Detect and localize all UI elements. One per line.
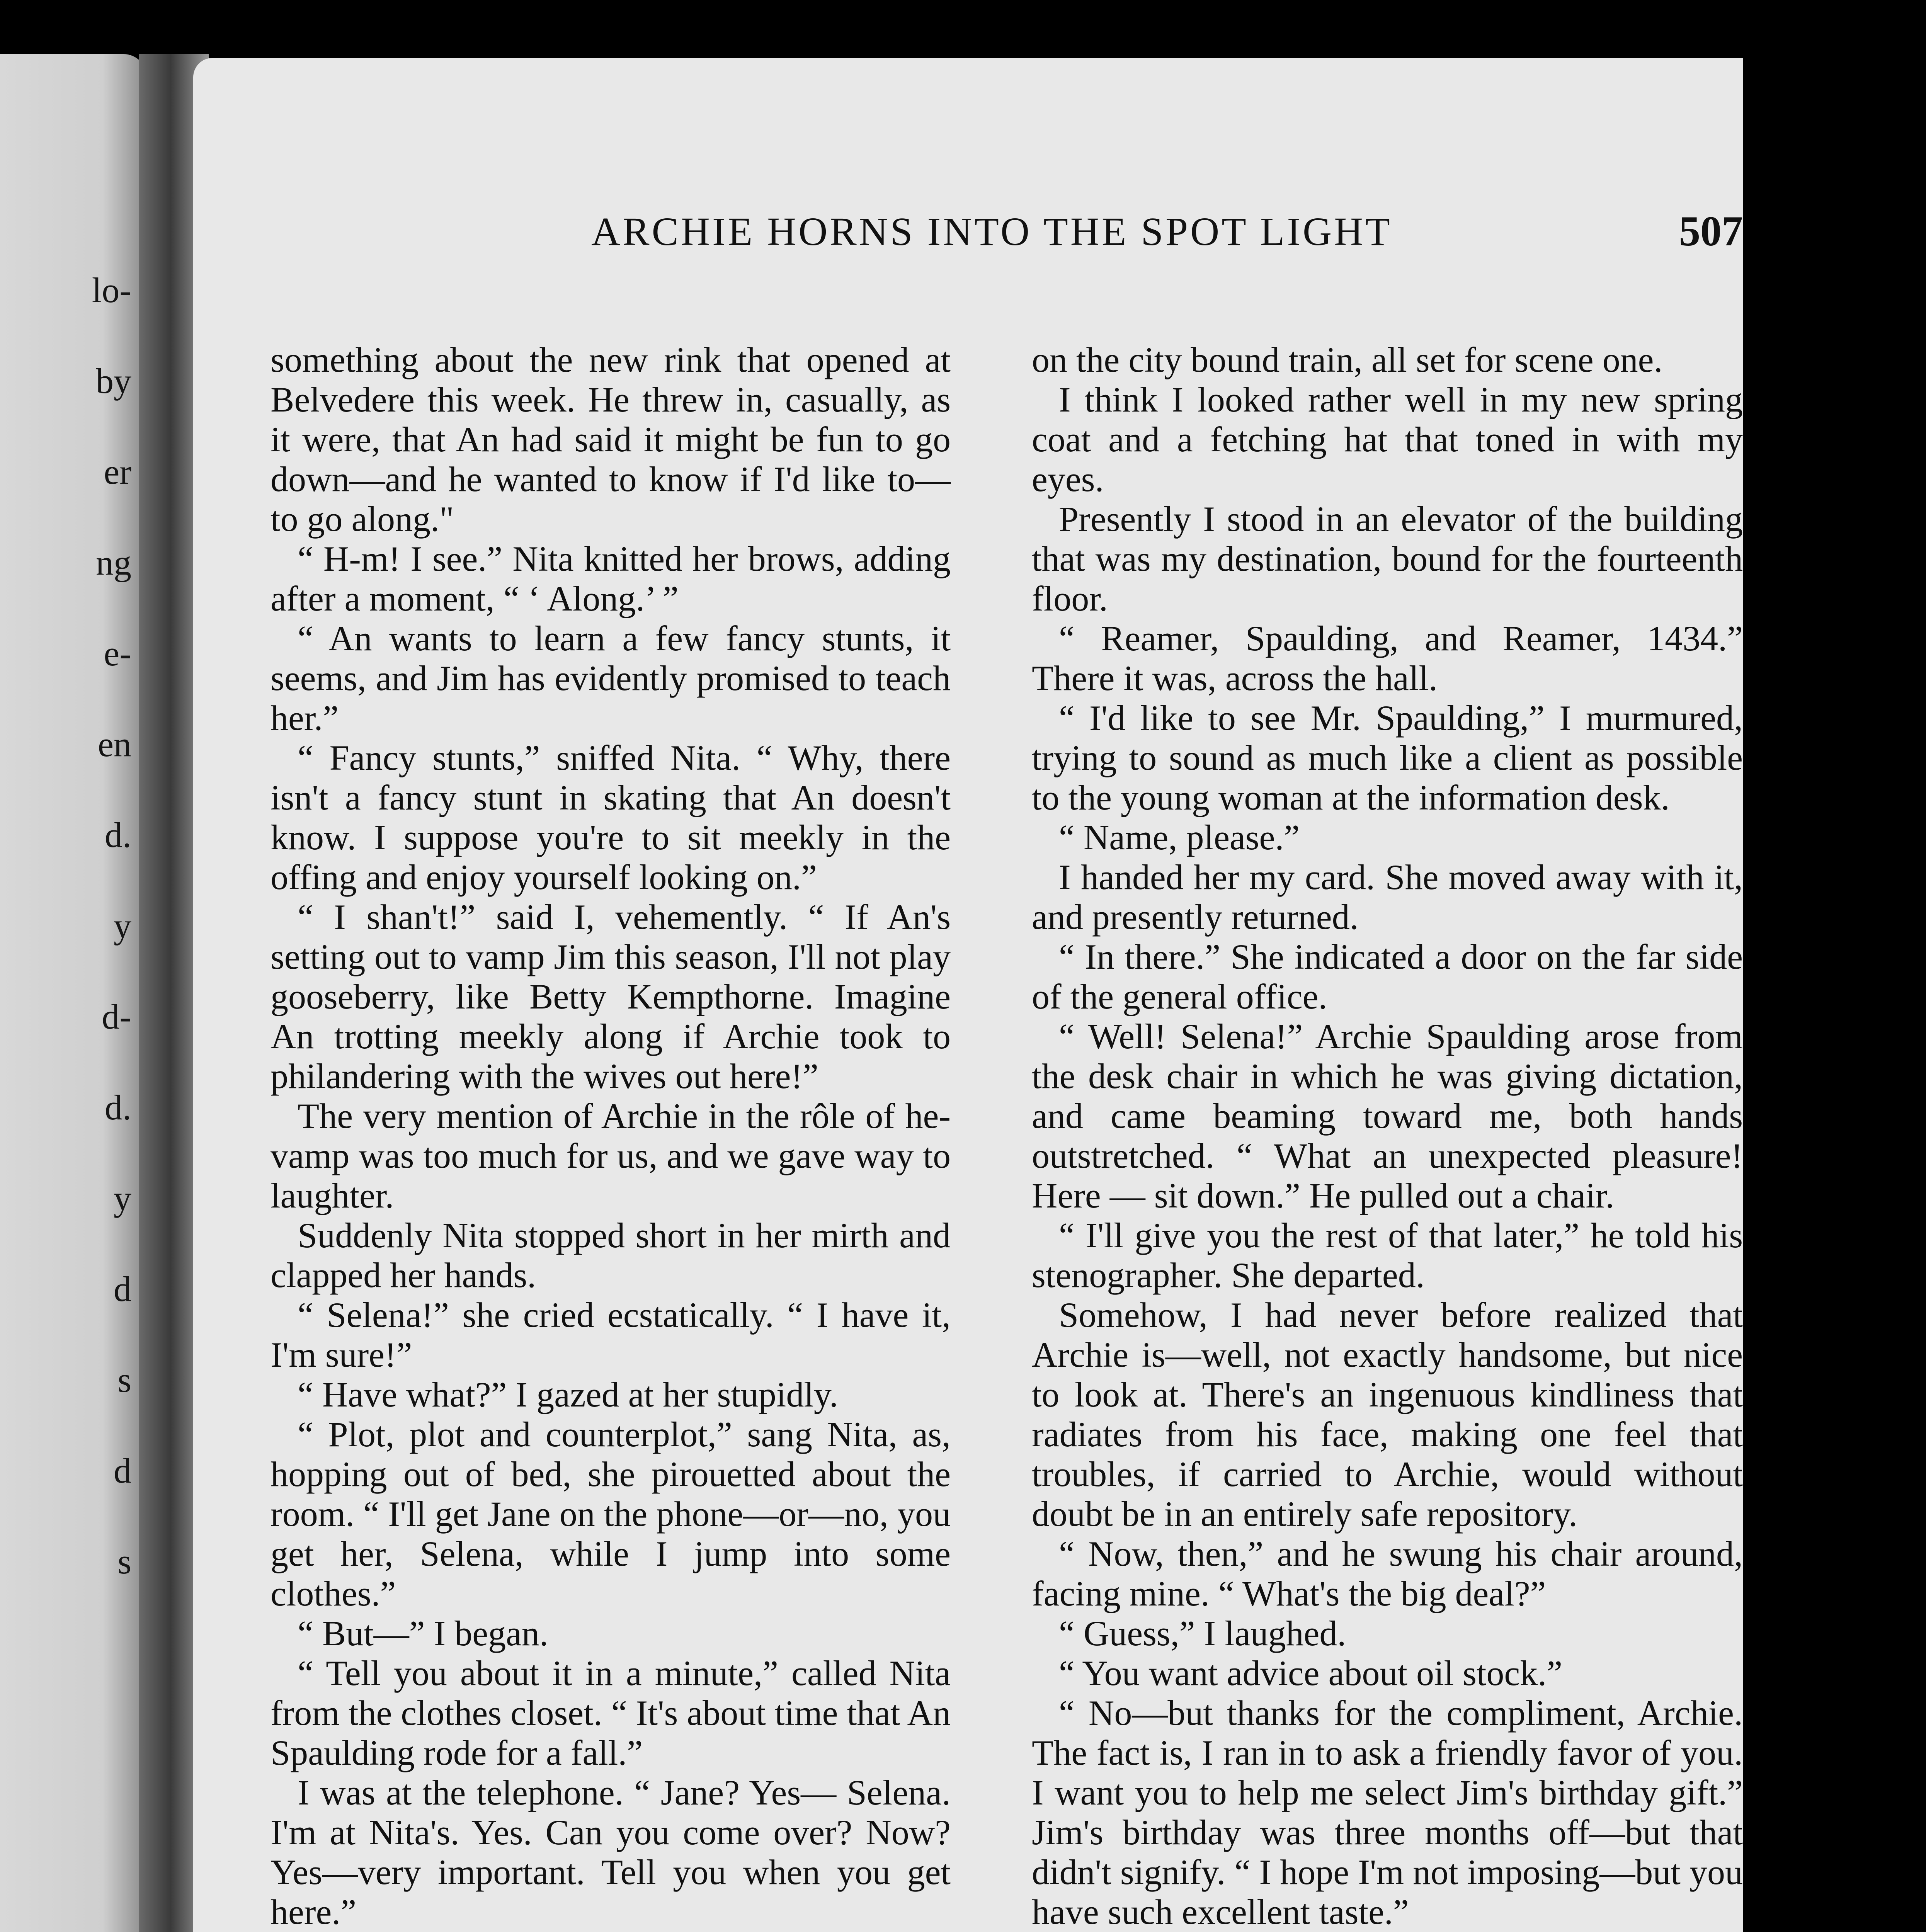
facing-page-fragment: er — [104, 452, 131, 492]
book-page — [193, 58, 1743, 1932]
facing-page-edge — [0, 54, 147, 1932]
facing-page-fragment: e- — [104, 634, 131, 673]
paragraph: Presently I stood in an elevator of the building that was my destination, bound for the fourteenth floor. — [1032, 499, 1743, 618]
paragraph: “ Fancy stunts,” sniffed Nita. “ Why, there isn't a fancy stunt in skating that An doesn't know. I suppose you're to sit meekly in the offing and enjoy yourself looking on.” — [271, 738, 951, 897]
paragraph: “ Have what?” I gazed at her stupidly. — [298, 1375, 838, 1414]
facing-page-fragment: lo- — [92, 270, 131, 310]
paragraph: “ Name, please.” — [1059, 818, 1300, 857]
paragraph: something about the new rink that opened at Belvedere this week. He threw in, casually, as it were, that An had said it might be fun to go down—and he wanted to know if I'd like to—to go along." — [271, 340, 951, 539]
facing-page-fragment: s — [117, 1360, 131, 1400]
facing-page-fragment: y — [114, 906, 131, 946]
paragraph: “ Tell you about it in a minute,” called Nita from the clothes closet. “ It's about time that An Spaulding rode for a fall.” — [271, 1653, 951, 1772]
paragraph: Suddenly Nita stopped short in her mirth and clapped her hands. — [271, 1216, 951, 1295]
facing-page-fragment: d — [114, 1269, 131, 1309]
paragraph: Somehow, I had never before realized that Archie is—well, not exactly handsome, but nice to look at. There's an ingenuous kindliness that radiates from his face, making one feel that troubles, if carried to Archie, would without doubt be in an entirely safe repository. — [1032, 1295, 1743, 1534]
paragraph: “ I'd like to see Mr. Spaulding,” I murmured, trying to sound as much like a client as possible to the young woman at the information desk. — [1032, 698, 1743, 817]
facing-page-fragment: by — [96, 361, 131, 401]
paragraph: “ I'll give you the rest of that later,” he told his stenographer. She departed. — [1032, 1216, 1743, 1295]
paragraph: “ Selena!” she cried ecstatically. “ I have it, I'm sure!” — [271, 1295, 951, 1374]
text-column-left — [271, 340, 951, 1932]
paragraph: “ Plot, plot and counterplot,” sang Nita, as, hopping out of bed, she pirouetted about the room. “ I'll get Jane on the phone—or—no, you get her, Selena, while I jump into some clothes.” — [271, 1415, 951, 1613]
facing-page-fragment: s — [117, 1542, 131, 1581]
text-column-right — [1032, 340, 1743, 1932]
facing-page-fragment: d. — [105, 1088, 131, 1127]
facing-page-fragment: en — [98, 724, 131, 764]
paragraph: “ H-m! I see.” Nita knitted her brows, adding after a moment, “ ‘ Along.’ ” — [271, 539, 951, 618]
paragraph: “ No—but thanks for the compliment, Archie. The fact is, I ran in to ask a friendly favor of you. I want you to help me select Jim's birthday gift.” Jim's birthday was three months off—but that didn't signify. “ I hope I'm not imposing—but you have such excellent taste.” — [1032, 1693, 1743, 1932]
facing-page-fragment: d — [114, 1451, 131, 1490]
paragraph: The very mention of Archie in the rôle of he-vamp was too much for us, and we gave way to laughter. — [271, 1096, 951, 1215]
paragraph: “ Guess,” I laughed. — [1059, 1614, 1346, 1653]
page-number: 507 — [1679, 207, 1743, 255]
paragraph: “ Reamer, Spaulding, and Reamer, 1434.” There it was, across the hall. — [1032, 619, 1743, 698]
running-head: ARCHIE HORNS INTO THE SPOT LIGHT — [591, 209, 1392, 254]
facing-page-fragment: y — [114, 1179, 131, 1218]
paragraph: “ You want advice about oil stock.” — [1059, 1653, 1563, 1693]
paragraph: on the city bound train, all set for scene one. — [1032, 340, 1663, 379]
paragraph: I think I looked rather well in my new spring coat and a fetching hat that toned in with my eyes. — [1032, 380, 1743, 499]
facing-page-fragment: d. — [105, 815, 131, 855]
paragraph: “ But—” I began. — [298, 1614, 548, 1653]
facing-page-fragment: ng — [96, 543, 131, 582]
paragraph: I handed her my card. She moved away with it, and presently returned. — [1032, 857, 1743, 937]
paragraph: “ Well! Selena!” Archie Spaulding arose from the desk chair in which he was giving dictation, and came beaming toward me, both hands outstretched. “ What an unexpected pleasure! Here — sit down.” He pulled out a chair. — [1032, 1017, 1743, 1215]
paragraph: “ An wants to learn a few fancy stunts, it seems, and Jim has evidently promised to teach her.” — [271, 619, 951, 738]
paragraph: “ Now, then,” and he swung his chair around, facing mine. “ What's the big deal?” — [1032, 1534, 1743, 1613]
paragraph: “ I shan't!” said I, vehemently. “ If An's setting out to vamp Jim this season, I'll not play gooseberry, like Betty Kempthorne. Imagine An trotting meekly along if Archie took to philandering with the wives out here!” — [271, 897, 951, 1096]
paragraph: “ In there.” She indicated a door on the far side of the general office. — [1032, 937, 1743, 1016]
facing-page-fragment: d- — [102, 997, 131, 1036]
paragraph: I was at the telephone. “ Jane? Yes— Selena. I'm at Nita's. Yes. Can you come over? Now? Yes—very important. Tell you when you get here.” — [271, 1773, 951, 1932]
